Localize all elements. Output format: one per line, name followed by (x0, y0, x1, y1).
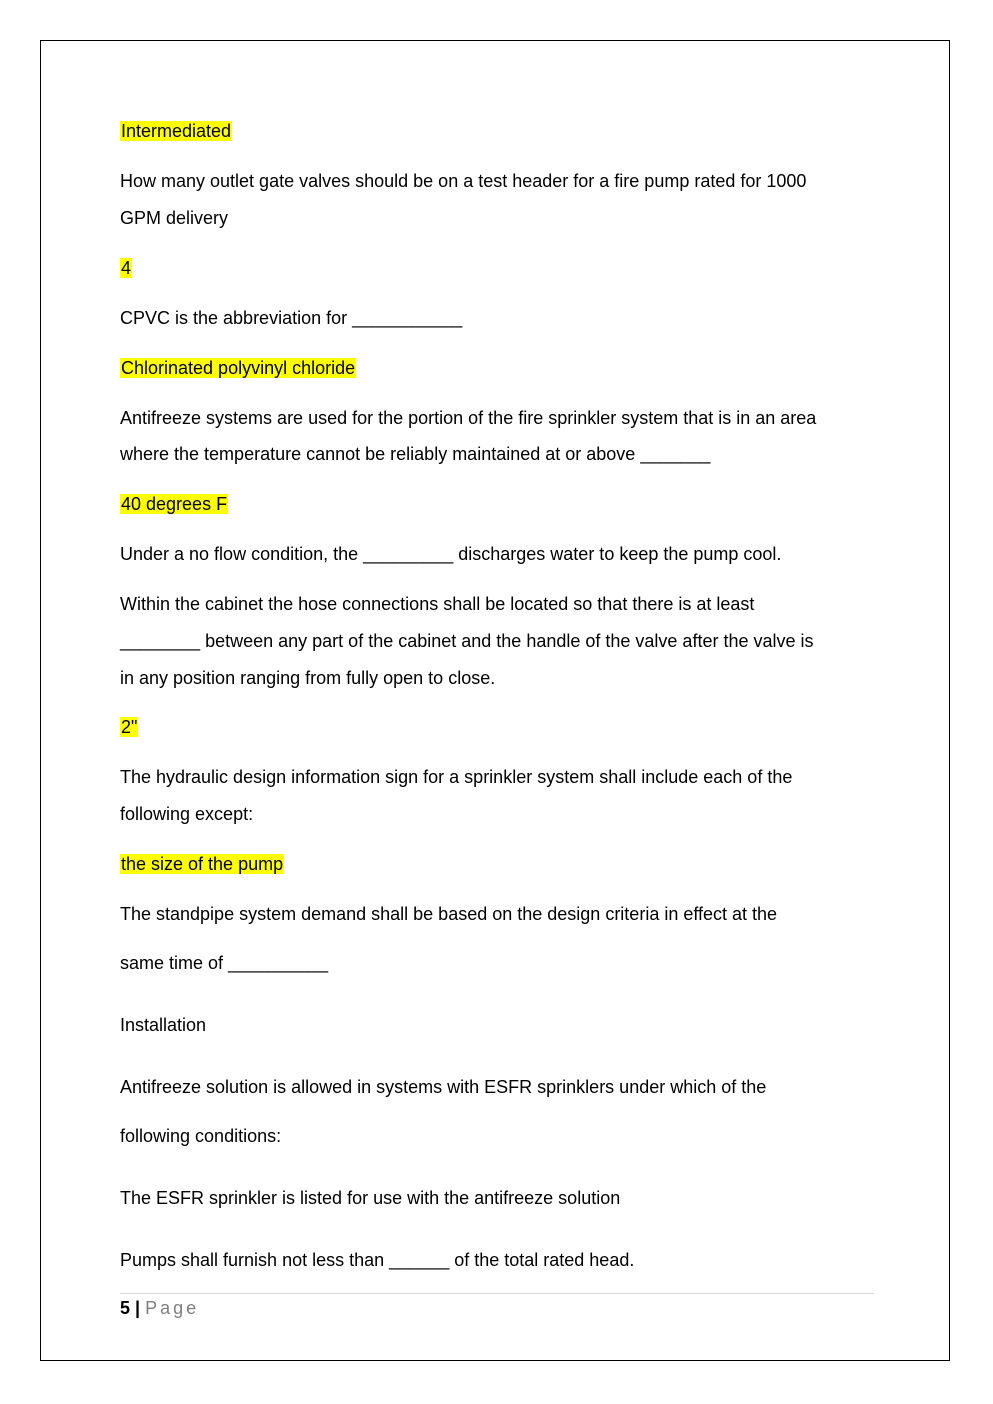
answer-line (120, 357, 356, 379)
question-line: following conditions: (120, 1126, 282, 1146)
question-line: The hydraulic design information sign for a sprinkler system shall include each of the (120, 767, 793, 787)
question-line: The standpipe system demand shall be based on the design criteria in effect at the (120, 904, 778, 924)
page-border (40, 40, 950, 1361)
question-line: ________ between any part of the cabinet and the handle of the valve after the valve is (120, 631, 814, 651)
answer-line (120, 120, 232, 142)
question-line: GPM delivery (120, 208, 229, 228)
highlighted-text: 4 (121, 258, 132, 278)
question-line: Within the cabinet the hose connections shall be located so that there is at least (120, 594, 755, 614)
answer-line (120, 853, 284, 875)
question-line: How many outlet gate valves should be on a test header for a fire pump rated for 1000 (120, 171, 807, 191)
answer-line (120, 493, 228, 515)
answer-line: The ESFR sprinkler is listed for use with the antifreeze solution (120, 1188, 621, 1208)
answer-line (120, 257, 132, 279)
answer-line (120, 716, 138, 738)
page-footer (120, 1297, 199, 1319)
highlighted-text: the size of the pump (121, 854, 284, 874)
highlighted-text: Chlorinated polyvinyl chloride (121, 358, 356, 378)
question-line: CPVC is the abbreviation for ___________ (120, 308, 463, 328)
highlighted-text: Intermediated (121, 121, 232, 141)
page-number: 5 (120, 1298, 131, 1318)
question-line: where the temperature cannot be reliably maintained at or above _______ (120, 444, 711, 464)
question-line: in any position ranging from fully open to close. (120, 668, 496, 688)
question-line: same time of __________ (120, 953, 329, 973)
answer-line: Installation (120, 1015, 207, 1035)
footer-separator: | (135, 1298, 141, 1318)
question-line: Under a no flow condition, the _________ discharges water to keep the pump cool. (120, 544, 782, 564)
highlighted-text: 2" (121, 717, 138, 737)
footer-divider (120, 1293, 874, 1294)
question-line: Pumps shall furnish not less than ______ of the total rated head. (120, 1250, 635, 1270)
highlighted-text: 40 degrees F (121, 494, 228, 514)
page-label: Page (145, 1298, 200, 1318)
question-line: Antifreeze systems are used for the portion of the fire sprinkler system that is in an area (120, 408, 817, 428)
question-line: Antifreeze solution is allowed in systems with ESFR sprinklers under which of the (120, 1077, 767, 1097)
question-line: following except: (120, 804, 254, 824)
